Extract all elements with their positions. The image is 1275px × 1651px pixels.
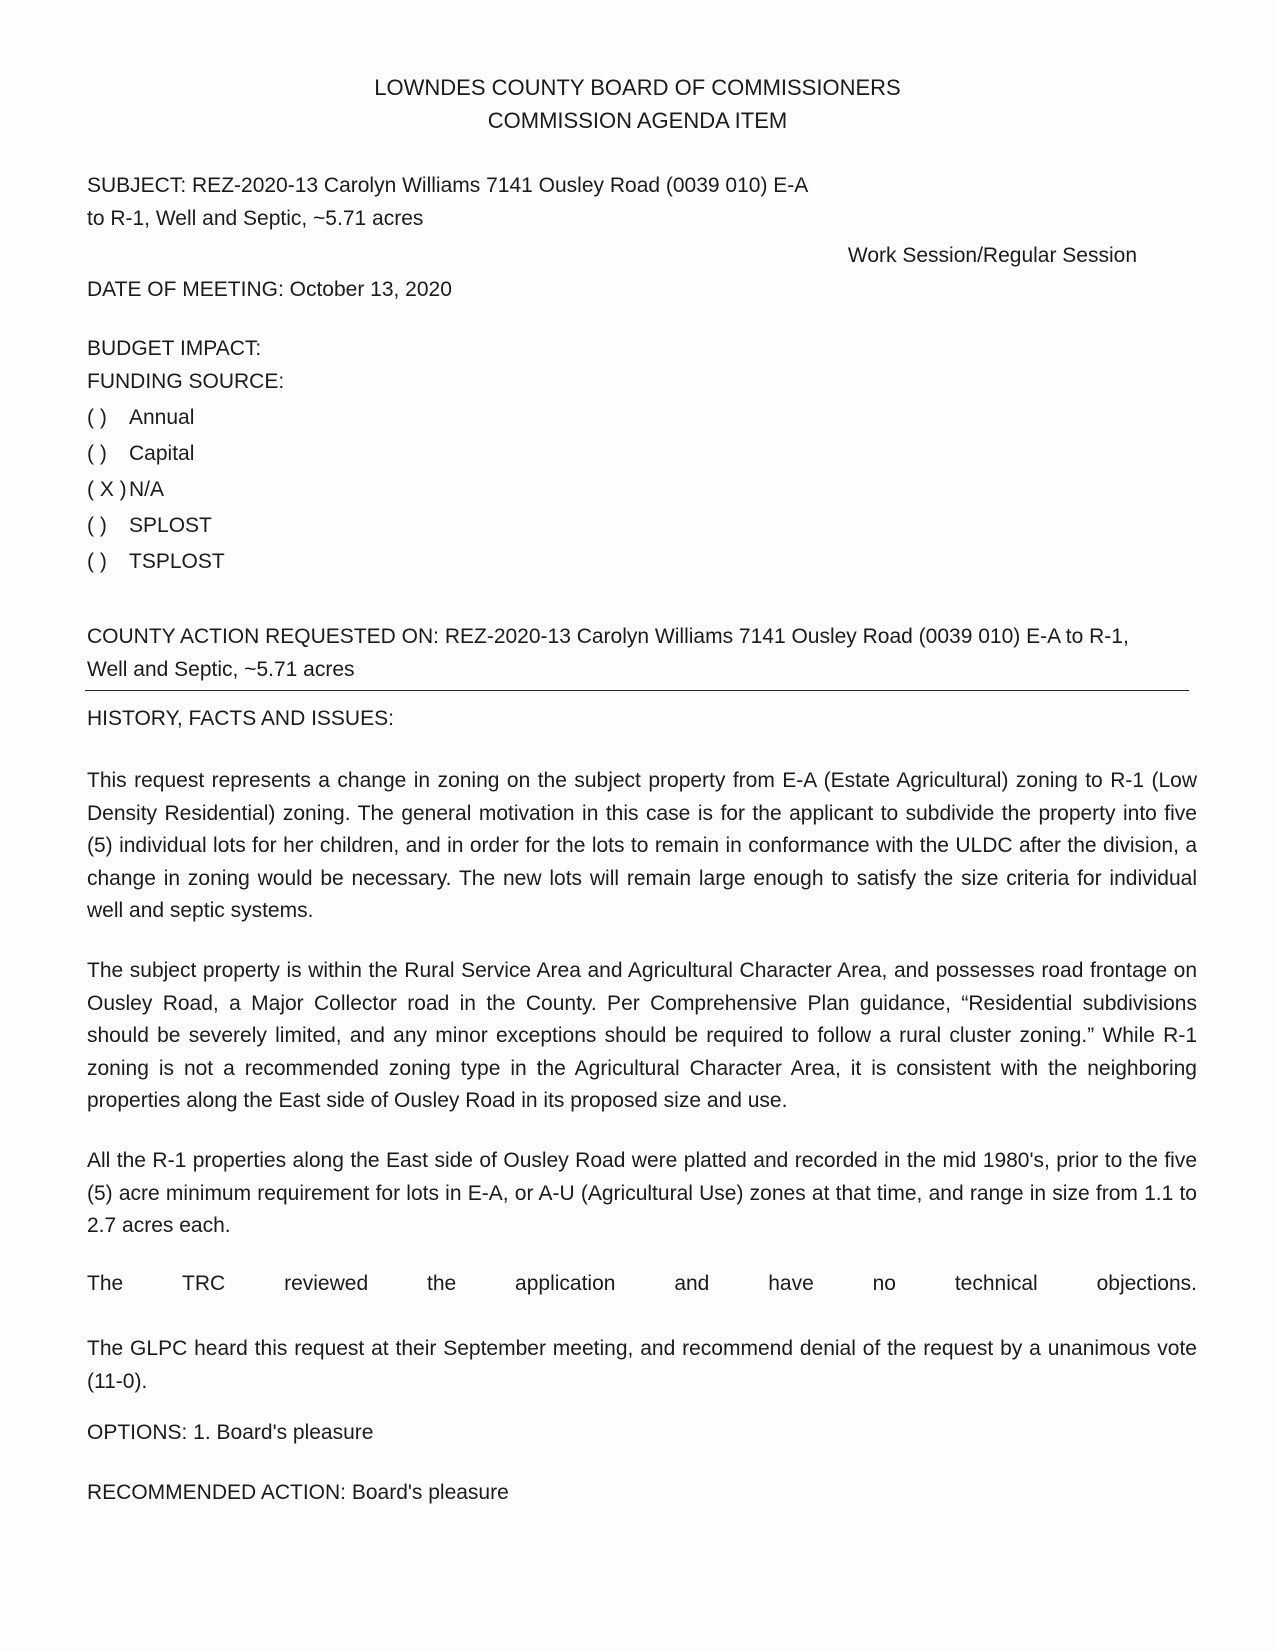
checkbox-mark: ( ) bbox=[87, 550, 107, 573]
header-title: LOWNDES COUNTY BOARD OF COMMISSIONERS bbox=[374, 75, 901, 100]
subject-line-1: SUBJECT: REZ-2020-13 Carolyn Williams 7141 Ousley Road (0039 010) E-A bbox=[87, 174, 809, 197]
checkbox-mark: ( ) bbox=[87, 406, 107, 429]
county-action-line-2: Well and Septic, ~5.71 acres bbox=[87, 658, 355, 681]
checkbox-mark: ( X ) bbox=[87, 478, 127, 501]
funding-option-label: TSPLOST bbox=[129, 550, 225, 573]
history-paragraph-2: The subject property is within the Rural Service Area and Agricultural Character Area, and possesses road frontage on Ousley Road, a Major Collector road in the County. Per Comprehensive Plan guidance, “Residential subdivisions should be severely limited, and any minor exceptions should be required to follow a rural cluster zoning.” While R-1 zoning is not a recommended zoning type in the Agricultural Character Area, it is consistent with the neighboring properties along the East side of Ousley Road in its proposed size and use. bbox=[87, 959, 1197, 1112]
funding-option-capital bbox=[87, 438, 194, 470]
date-of-meeting: DATE OF MEETING: October 13, 2020 bbox=[87, 278, 452, 301]
word: the bbox=[426, 1272, 457, 1295]
checkbox-mark: ( ) bbox=[87, 514, 107, 537]
word: TRC bbox=[182, 1272, 226, 1295]
history-paragraph-1: This request represents a change in zoning on the subject property from E-A (Estate Agricultural) zoning to R-1 (Low Density Residential) zoning. The general motivation in this case is for the applicant to subdivide the property into five (5) individual lots for her children, and in order for the lots to remain in conformance with the ULDC after the division, a change in zoning would be necessary. The new lots will remain large enough to satisfy the size criteria for individual well and septic systems. bbox=[87, 769, 1197, 922]
funding-option-label: Annual bbox=[129, 406, 195, 429]
history-paragraph-3: All the R-1 properties along the East side of Ousley Road were platted and recorded in the mid 1980's, prior to the five (5) acre minimum requirement for lots in E-A, or A-U (Agricultural Use) zones at that time, and range in size from 1.1 to 2.7 acres each. bbox=[87, 1149, 1197, 1237]
funding-option-annual bbox=[87, 402, 194, 434]
word: and bbox=[674, 1272, 710, 1295]
checkbox-mark: ( ) bbox=[87, 442, 107, 465]
word: application bbox=[515, 1272, 616, 1295]
county-action-line-1: COUNTY ACTION REQUESTED ON: REZ-2020-13 Carolyn Williams 7141 Ousley Road (0039 010) E-A to R-1, bbox=[87, 625, 1129, 648]
word: technical bbox=[954, 1272, 1038, 1295]
word: objections. bbox=[1096, 1272, 1197, 1295]
funding-source-label: FUNDING SOURCE: bbox=[87, 370, 285, 393]
funding-option-label: Capital bbox=[129, 442, 195, 465]
session-type: Work Session/Regular Session bbox=[847, 244, 1137, 267]
funding-option-label: N/A bbox=[129, 478, 165, 501]
history-heading: HISTORY, FACTS AND ISSUES: bbox=[87, 707, 394, 730]
funding-option-tsplost bbox=[87, 546, 225, 578]
word: reviewed bbox=[284, 1272, 369, 1295]
funding-option-label: SPLOST bbox=[129, 514, 212, 537]
budget-impact: BUDGET IMPACT: bbox=[87, 337, 262, 360]
subject-line-2: to R-1, Well and Septic, ~5.71 acres bbox=[87, 207, 424, 230]
section-divider bbox=[85, 690, 1189, 691]
word: have bbox=[768, 1272, 814, 1295]
history-paragraph-4 bbox=[87, 1268, 1197, 1300]
word: no bbox=[872, 1272, 896, 1295]
funding-option-na bbox=[87, 474, 164, 506]
options: OPTIONS: 1. Board's pleasure bbox=[87, 1421, 374, 1444]
funding-option-splost bbox=[87, 510, 212, 542]
header-subtitle: COMMISSION AGENDA ITEM bbox=[487, 108, 788, 133]
word: The bbox=[87, 1272, 124, 1295]
recommended-action: RECOMMENDED ACTION: Board's pleasure bbox=[87, 1481, 509, 1504]
history-paragraph-5: The GLPC heard this request at their September meeting, and recommend denial of the request by a unanimous vote (11-0). bbox=[87, 1337, 1197, 1393]
